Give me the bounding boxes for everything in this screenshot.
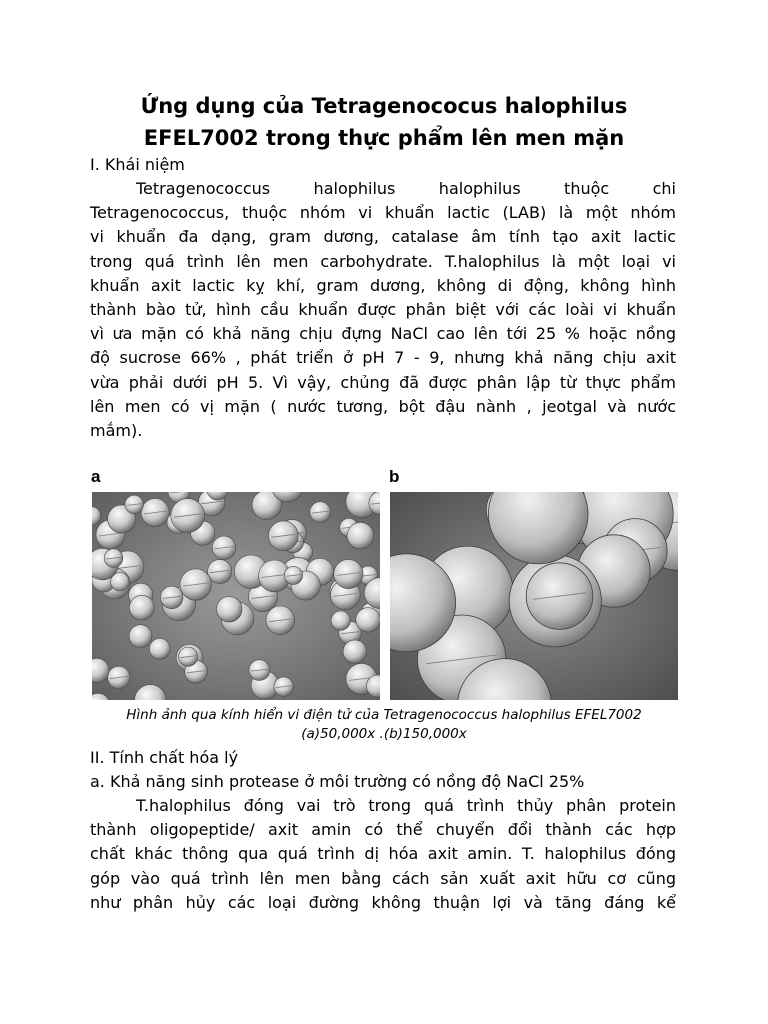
document-title bbox=[60, 90, 708, 154]
paragraph-line: thành oligopeptide/ axit amin có thể chuyển đổi thành các hợp bbox=[90, 820, 676, 840]
paragraph-line: T.halophilus đóng vai trò trong quá trình thủy phân protein bbox=[136, 796, 676, 815]
caption-line-2: (a)50,000x .(b)150,000x bbox=[301, 726, 467, 742]
section-1-paragraph bbox=[90, 177, 676, 443]
micrograph-a bbox=[92, 492, 380, 700]
paragraph-line: độ sucrose 66% , phát triển ở pH 7 - 9, nhưng khả năng chịu axit bbox=[90, 348, 676, 368]
figure-label-a: a bbox=[91, 467, 101, 486]
section-2-heading: II. Tính chất hóa lý bbox=[90, 748, 239, 767]
caption-line-1: Hình ảnh qua kính hiển vi điện tử của Tetragenococcus halophilus EFEL7002 bbox=[126, 707, 642, 723]
paragraph-line: góp vào quá trình lên men bằng cách sản xuất axit hữu cơ cũng bbox=[90, 868, 676, 888]
micrograph-b bbox=[390, 492, 678, 700]
section-1-heading: I. Khái niệm bbox=[90, 155, 185, 174]
paragraph-line: thành bào tử, hình cầu khuẩn được phân biệt với các loài vi khuẩn bbox=[90, 299, 676, 319]
figure-caption bbox=[60, 706, 708, 744]
title-line-1: Ứng dụng của Tetragenococus halophilus bbox=[140, 94, 628, 118]
paragraph-line: khuẩn axit lactic kỵ khí, gram dương, không di động, không hình bbox=[90, 275, 676, 295]
paragraph-line: Tetragenococcus halophilus halophilus thuộc chi bbox=[136, 179, 676, 198]
paragraph-line: như phân hủy các loại đường không thuận lợi và tăng đáng kể bbox=[90, 892, 676, 912]
section-2-paragraph bbox=[90, 794, 676, 915]
figure-label-b: b bbox=[389, 467, 400, 486]
title-line-2: EFEL7002 trong thực phẩm lên men mặn bbox=[143, 126, 625, 150]
paragraph-line: trong quá trình lên men carbohydrate. T.halophilus là một loại vi bbox=[90, 251, 676, 271]
section-2-subheading: a. Khả năng sinh protease ở môi trường có nồng độ NaCl 25% bbox=[90, 772, 585, 791]
paragraph-line: lên men có vị mặn ( nước tương, bột đậu nành , jeotgal và nước bbox=[90, 396, 676, 416]
paragraph-line: chất khác thông qua quá trình dị hóa axit amin. T. halophilus đóng bbox=[90, 844, 676, 864]
paragraph-line: vừa phải dưới pH 5. Vì vậy, chủng đã được phân lập từ thực phẩm bbox=[90, 372, 676, 392]
paragraph-line: vì ưa mặn có khả năng chịu đựng NaCl cao lên tới 25 % hoặc nồng bbox=[90, 324, 676, 344]
paragraph-line: vi khuẩn đa dạng, gram dương, catalase âm tính tạo axit lactic bbox=[90, 227, 676, 247]
paragraph-line: mắm). bbox=[90, 420, 143, 440]
paragraph-line: Tetragenococcus, thuộc nhóm vi khuẩn lactic (LAB) là một nhóm bbox=[90, 203, 676, 223]
